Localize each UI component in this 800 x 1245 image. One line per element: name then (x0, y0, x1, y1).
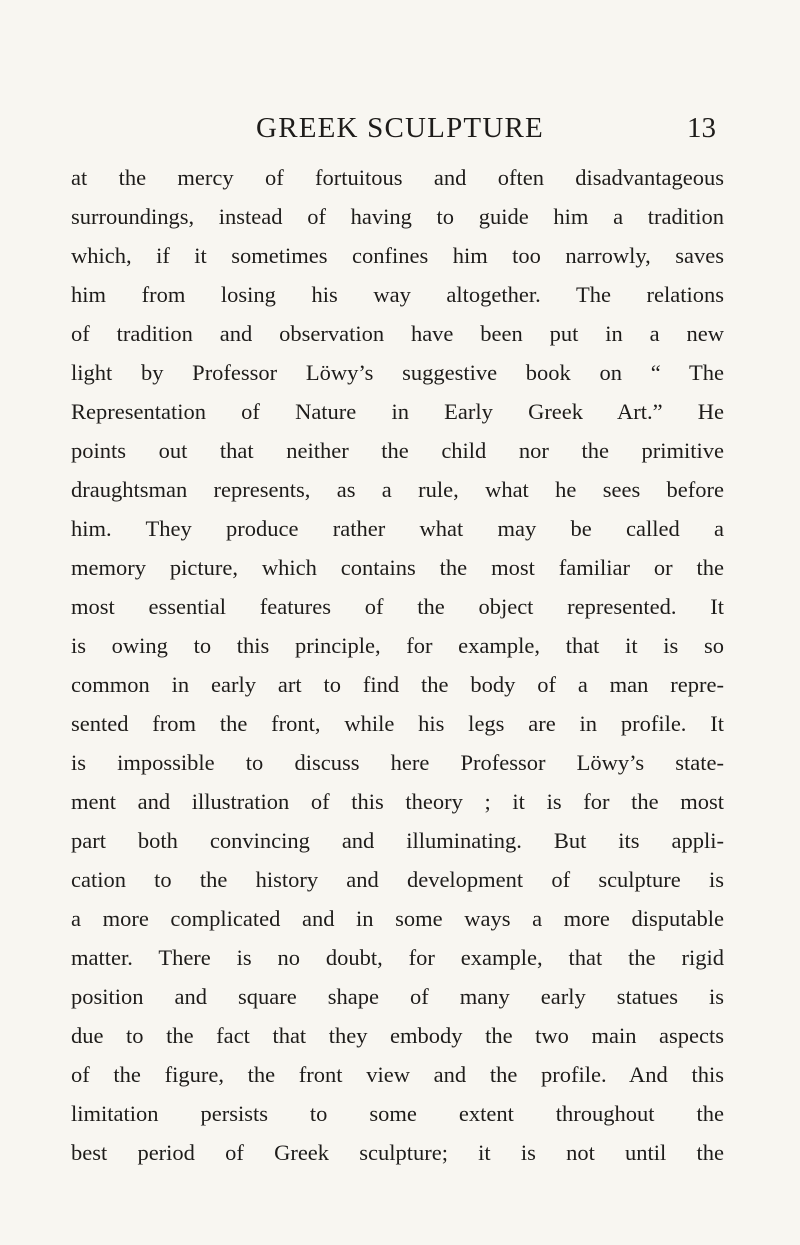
text-line: cation to the history and development of sculpture is (71, 867, 724, 892)
running-title: GREEK SCULPTURE (256, 112, 544, 144)
text-line: him from losing his way altogether. The relations (71, 282, 724, 307)
text-line: memory picture, which contains the most familiar or the (71, 555, 724, 580)
text-line: points out that neither the child nor the primitive (71, 438, 724, 463)
text-line: is impossible to discuss here Professor Löwy’s state- (71, 750, 724, 775)
text-line: Representation of Nature in Early Greek Art.” He (71, 399, 724, 424)
text-line: limitation persists to some extent throughout the (71, 1101, 724, 1126)
text-line: position and square shape of many early statues is (71, 984, 724, 1009)
text-line: draughtsman represents, as a rule, what he sees before (71, 477, 724, 502)
text-line: due to the fact that they embody the two main aspects (71, 1023, 724, 1048)
text-line: ment and illustration of this theory ; it is for the most (71, 789, 724, 814)
text-line: matter. There is no doubt, for example, that the rigid (71, 945, 724, 970)
text-line: common in early art to find the body of a man repre- (71, 672, 724, 697)
body-text (71, 158, 724, 1172)
text-line: sented from the front, while his legs are in profile. It (71, 711, 724, 736)
text-line: best period of Greek sculpture; it is not until the (71, 1140, 724, 1165)
text-line: is owing to this principle, for example, that it is so (71, 633, 724, 658)
text-line: at the mercy of fortuitous and often disadvantageous (71, 165, 724, 190)
text-line: of the figure, the front view and the profile. And this (71, 1062, 724, 1087)
text-line: most essential features of the object represented. It (71, 594, 724, 619)
running-head (0, 108, 800, 148)
page-number: 13 (687, 112, 716, 144)
text-line: part both convincing and illuminating. But its appli- (71, 828, 724, 853)
text-line: light by Professor Löwy’s suggestive book on “ The (71, 360, 724, 385)
text-line: surroundings, instead of having to guide him a tradition (71, 204, 724, 229)
text-line: him. They produce rather what may be called a (71, 516, 724, 541)
text-line: a more complicated and in some ways a more disputable (71, 906, 724, 931)
text-line: of tradition and observation have been put in a new (71, 321, 724, 346)
text-line: which, if it sometimes confines him too narrowly, saves (71, 243, 724, 268)
